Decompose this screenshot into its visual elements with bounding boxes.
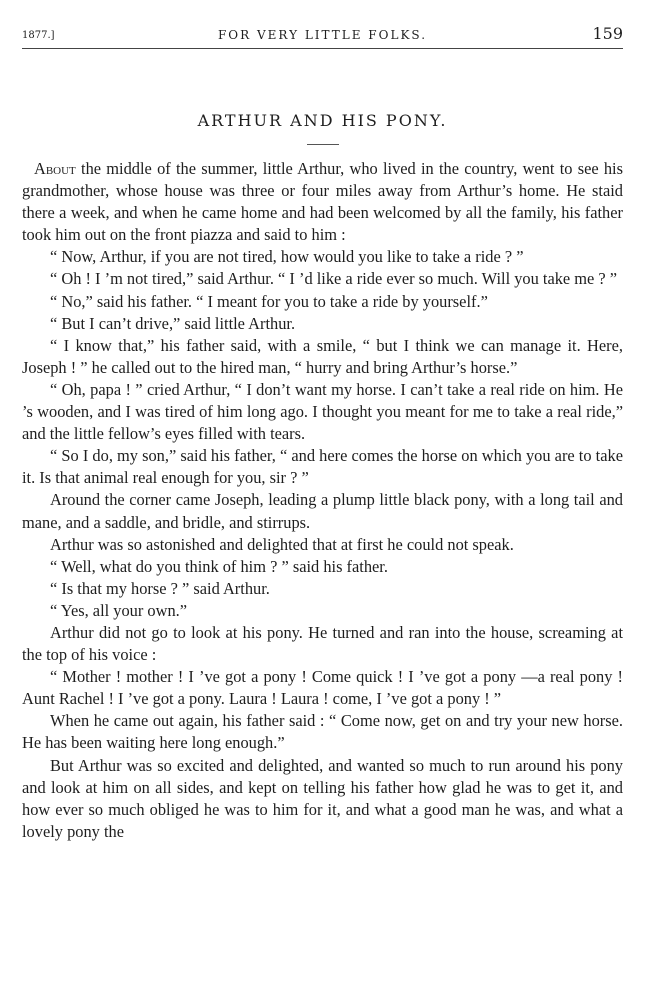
opening-word: About: [34, 159, 76, 178]
title-rule: [307, 144, 339, 145]
paragraph: “ So I do, my son,” said his father, “ and here comes the horse on which you are to take it. Is that animal real enough for you, sir ? ”: [22, 446, 623, 488]
paragraph-first: [22, 158, 623, 246]
page-number: 159: [592, 24, 623, 43]
paragraph: “ Yes, all your own.”: [50, 600, 188, 620]
story-title: ARTHUR AND HIS PONY.: [197, 111, 448, 130]
paragraph: “ Mother ! mother ! I ’ve got a pony ! Come quick ! I ’ve got a pony —a real pony ! Aunt Rachel ! I ’ve got a pony. Laura ! Laura ! come, I ’ve got a pony ! ”: [22, 667, 623, 709]
paragraph: Arthur was so astonished and delighted that at first he could not speak.: [50, 534, 514, 554]
paragraph: “ Oh, papa ! ” cried Arthur, “ I don’t want my horse. I can’t take a real ride on him. He ’s wooden, and I was tired of him long ago. I thought you meant for me to take a real ride,” and the little fellow’s eyes filled with tears.: [22, 379, 623, 444]
paragraph: But Arthur was so excited and delighted, and wanted so much to run around his pony and look at him on all sides, and kept on telling his father how glad he was to get it, and how ever so much obliged he was to him for it, and what a good man he was, and what a lovely pony the: [22, 755, 623, 841]
running-head: [22, 22, 623, 49]
opening-text: the middle of the summer, little Arthur, who lived in the country, went to see his grandmother, whose house was three or four miles away from Arthur’s home. He staid there a week, and when he came home and had been welcomed by all the family, his father took him out on the front piazza and said to him :: [22, 159, 623, 245]
running-head-title: FOR VERY LITTLE FOLKS.: [217, 28, 428, 42]
paragraph: Arthur did not go to look at his pony. He turned and ran into the house, screaming at the top of his voice :: [22, 622, 623, 665]
book-page: [22, 22, 623, 843]
paragraph: “ Is that my horse ? ” said Arthur.: [50, 578, 270, 598]
paragraph: When he came out again, his father said : “ Come now, get on and try your new horse. He has been waiting here long enough.”: [22, 711, 623, 753]
paragraph: “ I know that,” his father said, with a smile, “ but I think we can manage it. Here, Joseph ! ” he called out to the hired man, “ hurry and bring Arthur’s horse.”: [22, 335, 623, 377]
running-head-date: 1877.]: [22, 30, 55, 41]
paragraph: “ But I can’t drive,” said little Arthur.: [50, 313, 296, 333]
paragraph: “ Now, Arthur, if you are not tired, how would you like to take a ride ? ”: [50, 247, 524, 267]
paragraph: Around the corner came Joseph, leading a plump little black pony, with a long tail and mane, and a saddle, and bridle, and stirrups.: [22, 490, 623, 532]
paragraph: “ Oh ! I ’m not tired,” said Arthur. “ I ’d like a ride ever so much. Will you take me ? ”: [50, 269, 618, 289]
paragraph: “ Well, what do you think of him ? ” said his father.: [50, 556, 388, 576]
story-body: [22, 158, 623, 843]
paragraph: “ No,” said his father. “ I meant for you to take a ride by yourself.”: [50, 291, 488, 311]
